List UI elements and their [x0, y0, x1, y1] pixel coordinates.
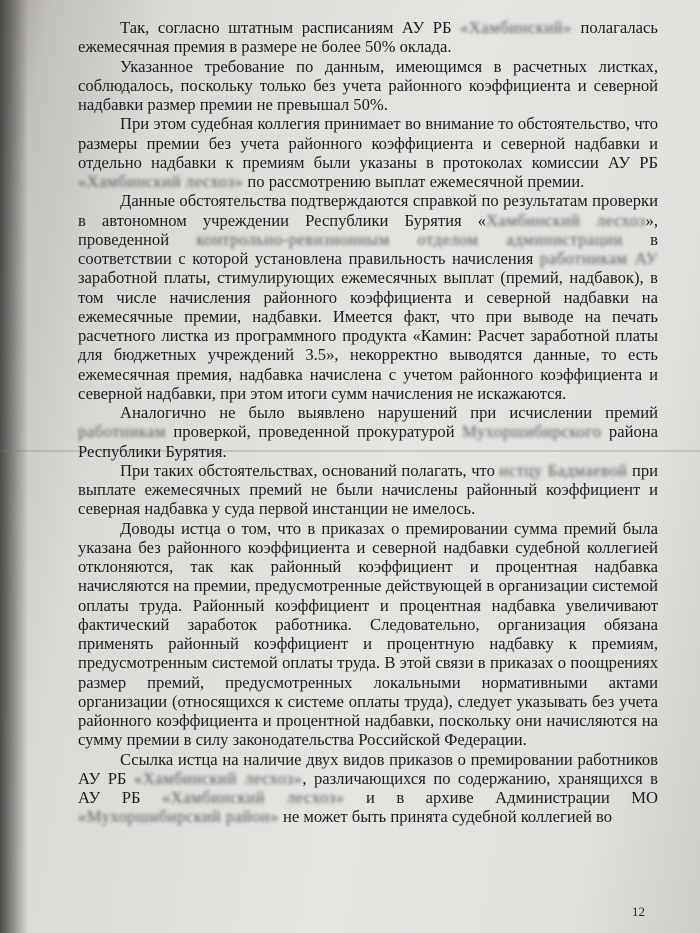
paragraph-text: », проведенной — [78, 210, 658, 249]
paragraph-text: по рассмотрению выплат ежемесячной премии. — [243, 172, 585, 191]
redacted-text: «Хамбинский» — [460, 18, 572, 37]
page-number: 12 — [632, 904, 645, 919]
paragraph — [78, 191, 658, 403]
paragraph-text: Указанное требование по данным, имеющимся в расчетных листках, соблюдалось, поскольку только без учета районного коэффициента и северной надбавки размер премии не превышал 50%. — [78, 56, 658, 114]
redacted-text: «Хамбинский лесхоз» — [78, 172, 244, 191]
paragraph — [78, 461, 658, 519]
paragraph-text: в соответствии с которой установлена правильность начисления — [78, 229, 658, 268]
paragraph-text: заработной платы, стимулирующих ежемесячных выплат (премий, надбавок), в том числе начисления районного коэффициента и северной надбавки на ежемесячные премии, надбавки. Имеется факт, что при выводе на печать расчетного листка из программного продукта «Камин: Расчет заработной платы для бюджетных учреждений 3.5», некорректно выводятся данные, то есть ежемесячная премия, надбавка начислена с учетом районного коэффициента и северной надбавки, при этом итоги сумм начисления не искажаются. — [78, 268, 658, 403]
paragraph-text: и в архиве Администрации МО — [344, 788, 658, 807]
paragraph-text: Аналогично не было выявлено нарушений при исчислении премий — [120, 403, 658, 422]
redacted-text: «Хамбинский лесхоз» — [161, 788, 345, 807]
page-edge-shadow — [0, 0, 28, 933]
redacted-text: Хамбинский лесхоз — [485, 210, 646, 230]
paragraph-text: Ссылка истца на наличие двух видов приказов о премировании работников АУ РБ — [78, 749, 658, 788]
paragraph — [78, 114, 658, 191]
paragraph-text: Данные обстоятельства подтверждаются справкой по результатам проверки в автономном учреждении Республики Бурятия « — [78, 191, 658, 230]
paragraph-text: не может быть принята судебной коллегией во — [278, 807, 613, 827]
document-body — [78, 18, 658, 827]
redacted-text: Мухоршибирского — [462, 422, 602, 442]
paragraph-text: полагалась ежемесячная премия в размере не более 50% оклада. — [78, 18, 658, 57]
paragraph — [78, 57, 658, 115]
paragraph-text: проверкой, проведенной прокуратурой — [165, 422, 463, 442]
redacted-text: работникам АУ — [539, 249, 659, 268]
paragraph-text: Доводы истца о том, что в приказах о премировании сумма премий была указана без районного коэффициента и северной надбавки судебной коллегией отклоняются, так как районный коэффициент и процентная надбавка начисляются на премии, предусмотренные действующей в организации системой оплаты труда. Районный коэффициент и процентная надбавка увеличивают фактический заработок работника. Следовательно, организация обязана применять районный коэффициент и процентную надбавку к премиям, предусмотренным системой оплаты труда. В этой связи в приказах о поощрениях размер премий, предусмотренных локальными нормативными актами организации (относящихся к системе оплаты труда), следует указывать без учета районного коэффициента и процентной надбавки, поскольку они начисляются на сумму премии в силу законодательства Российской Федерации. — [78, 518, 658, 750]
paragraph — [78, 750, 658, 827]
paragraph — [78, 403, 658, 461]
paragraph-text: При таких обстоятельствах, оснований полагать, что — [120, 460, 500, 480]
paragraph-text: Так, согласно штатным расписаниям АУ РБ — [120, 18, 461, 37]
paragraph — [78, 18, 658, 57]
redacted-text: контрольно-ревизионным отделом администрации — [196, 229, 623, 249]
paragraph-text: При этом судебная коллегия принимает во внимание то обстоятельство, что размеры премии без учета районного коэффициента и северной надбавки и отдельно надбавки к премиям были указаны в протоколах комиссии АУ РБ — [78, 114, 658, 172]
redacted-text: истцу Бадмаевой — [499, 460, 628, 480]
redacted-text: «Мухоршибирский район» — [78, 807, 279, 827]
redacted-text: работникам — [78, 422, 166, 442]
paragraph-text: района Республики Бурятия. — [78, 422, 659, 461]
paragraph-text: при выплате ежемесячных премий не были начислены районный коэффициент и северная надбавка у суда первой инстанции не имелось. — [78, 460, 659, 519]
paragraph-text: , различающихся по содержанию, хранящихся в АУ РБ — [78, 768, 658, 807]
paragraph — [78, 519, 658, 750]
redacted-text: «Хамбинский лесхоз» — [133, 768, 303, 788]
